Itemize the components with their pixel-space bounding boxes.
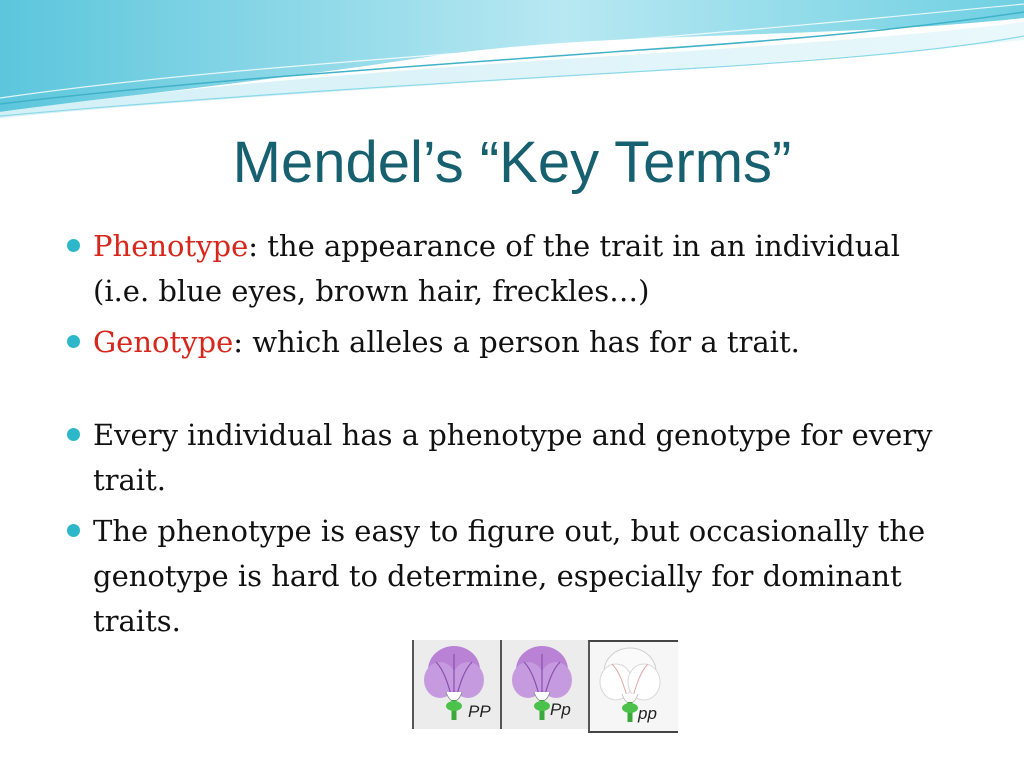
bullet-genotype [60,320,940,365]
bullet-dot-icon [67,335,80,348]
header-wave-decoration [0,0,1024,130]
definition-phenotype: : the appearance of the trait in an individual (i.e. blue eyes, brown hair, freckles…) [93,229,900,308]
bullet-dot-icon [67,239,80,252]
white-flower-icon [590,642,676,731]
flower-panel-pp-hetero [500,640,590,729]
bullet-dot-icon [67,524,80,537]
bullet-list [60,224,940,650]
definition-genotype: : which alleles a person has for a trait. [233,325,800,359]
flower-panel-pp-recessive [588,640,678,733]
genotype-label-pp-dominant: PP [468,702,491,721]
flower-panel-pp-dominant [412,640,502,729]
term-genotype: Genotype [93,325,234,359]
bullet-phenotype [60,224,940,314]
pea-flower-genotype-figure [412,640,676,729]
bullet-every-individual [60,413,940,503]
bullet-text: Every individual has a phenotype and genotype for every trait. [93,418,933,497]
genotype-label-pp-recessive: pp [638,704,657,723]
purple-flower-icon [502,640,588,729]
bullet-dot-icon [67,428,80,441]
bullet-text: The phenotype is easy to figure out, but occasionally the genotype is hard to determine, especially for dominant traits. [93,514,926,638]
term-phenotype: Phenotype [93,229,249,263]
bullet-phenotype-easy [60,509,940,644]
slide-title: Mendel’s “Key Terms” [232,130,792,195]
genotype-label-pp-hetero: Pp [550,700,571,719]
